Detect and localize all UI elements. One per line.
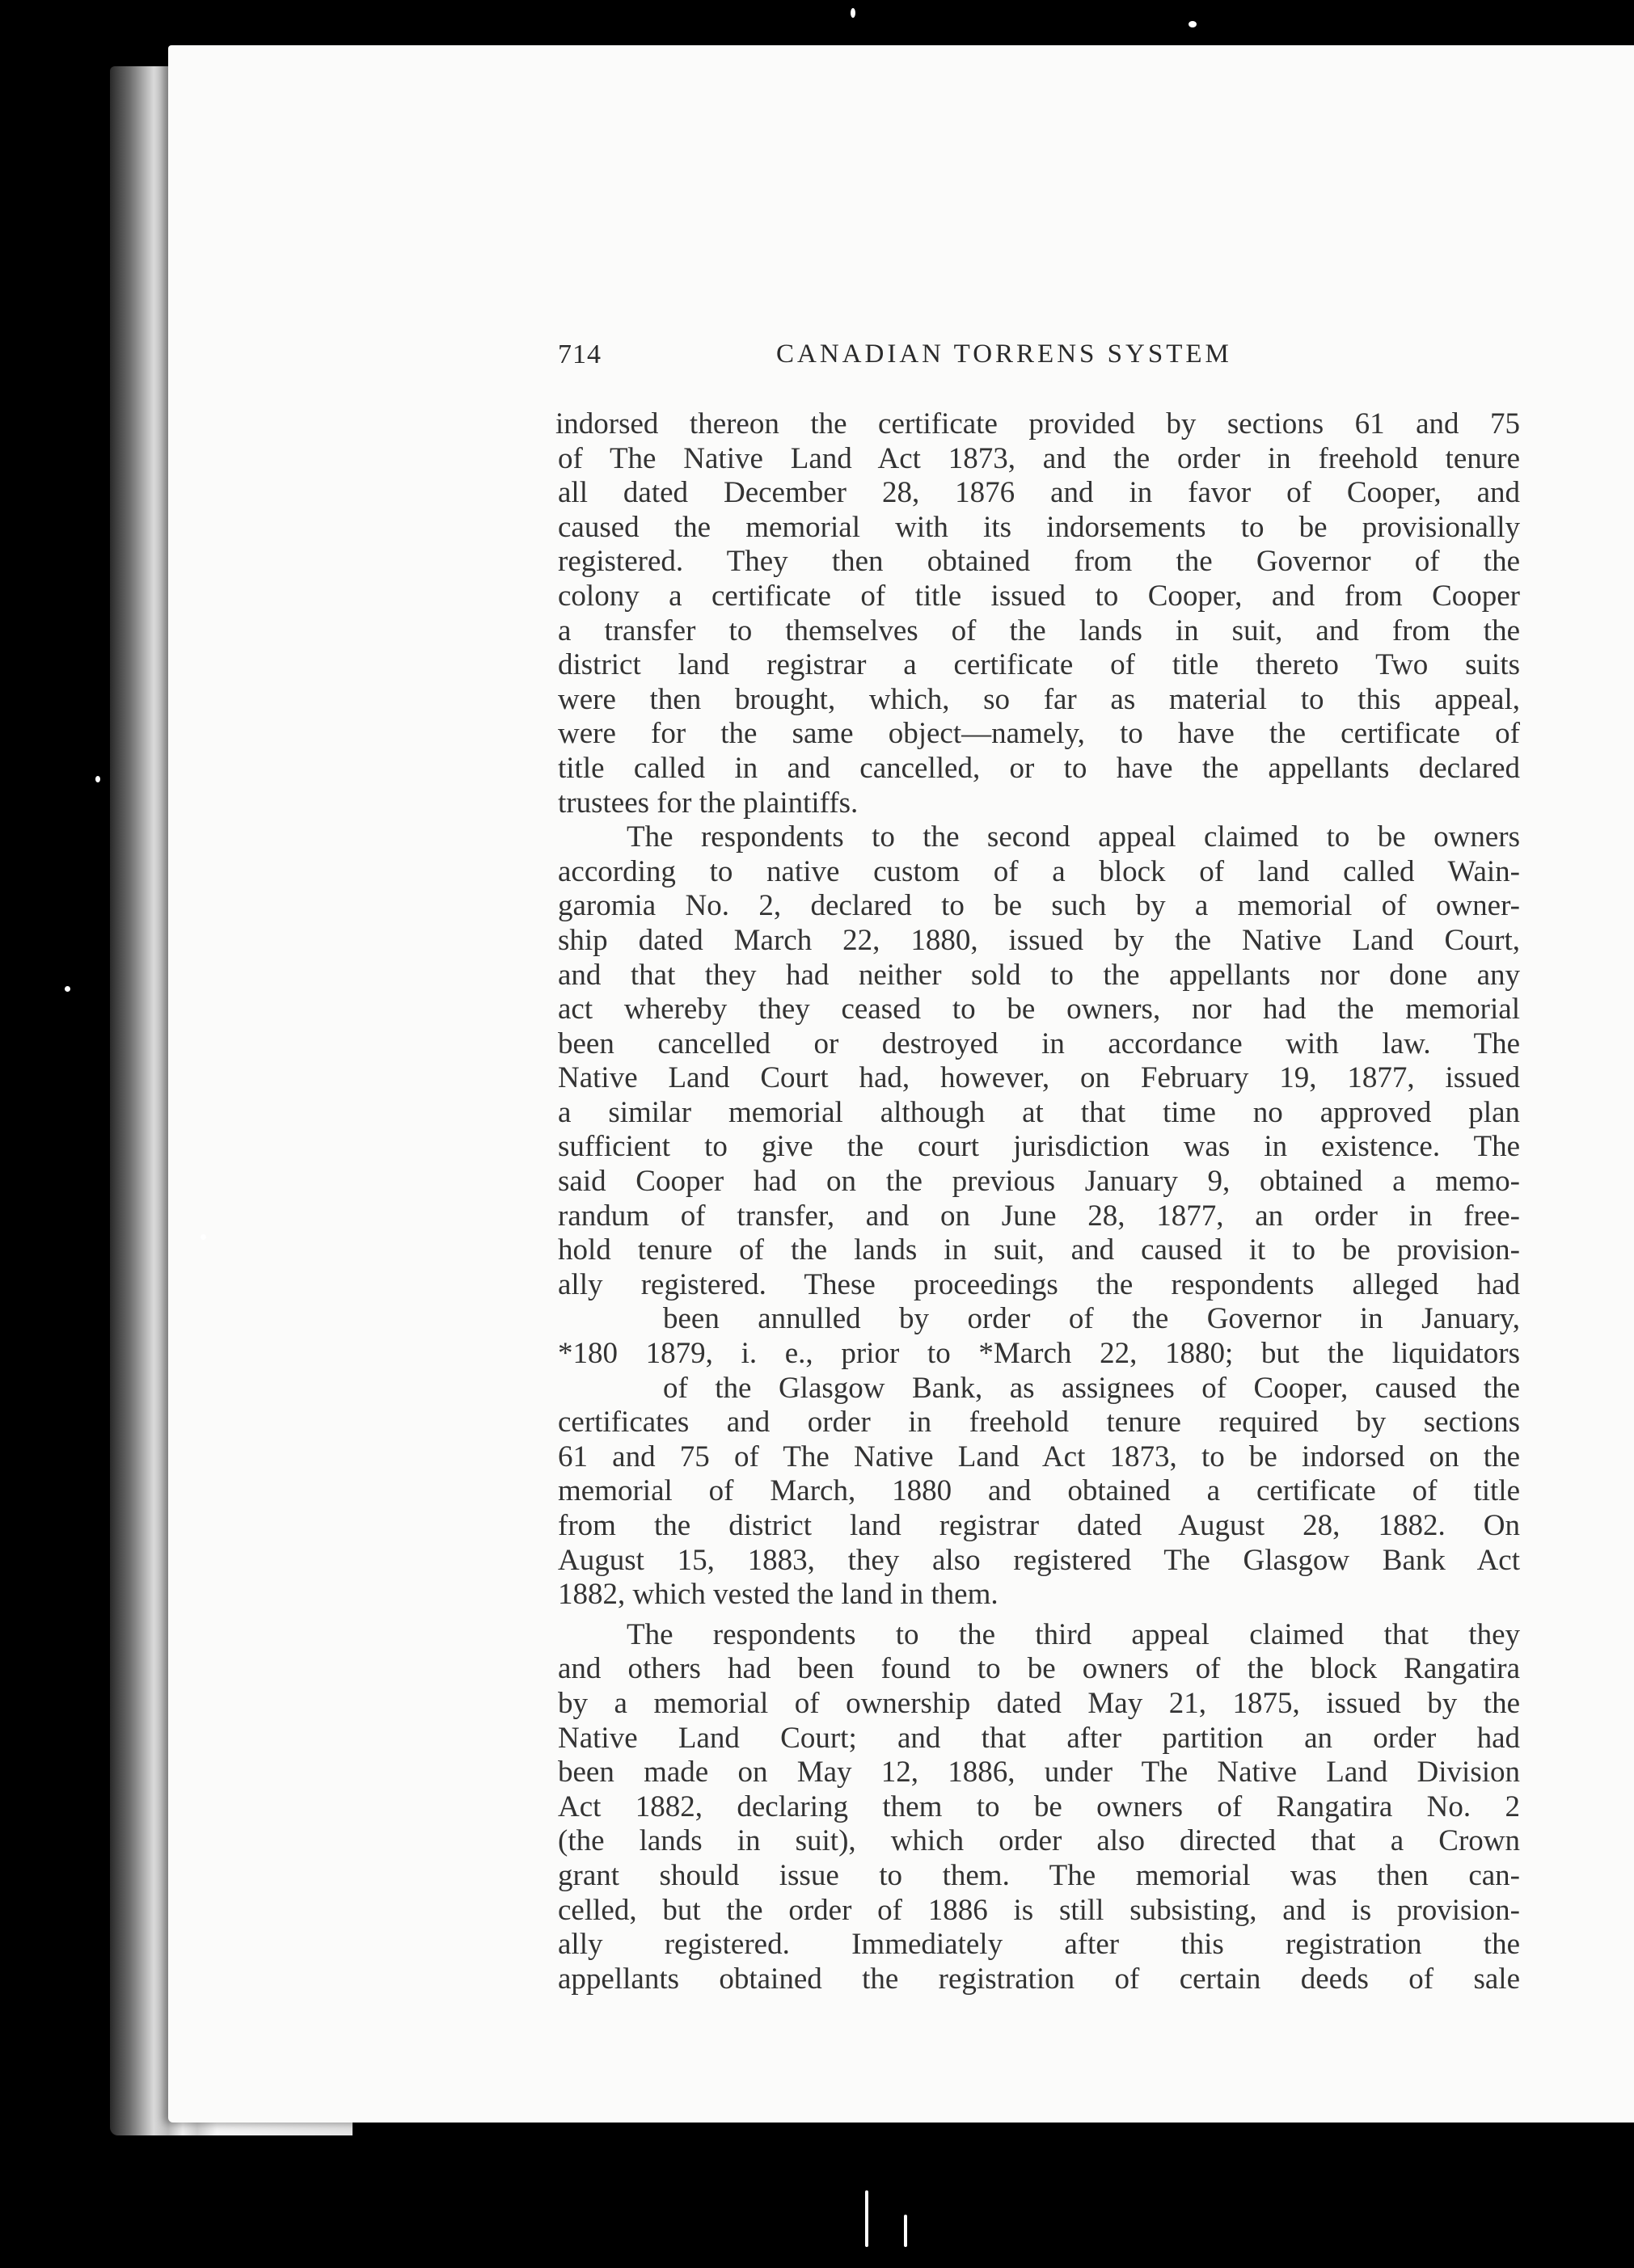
text-line: ally registered. These proceedings the respondents alleged had: [558, 1267, 1520, 1301]
running-header: [558, 339, 1520, 380]
text-line: *180 1879, i. e., prior to *March 22, 1880; but the liquidators: [558, 1337, 1520, 1371]
text-line: appellants obtained the registration of certain deeds of sale: [558, 1962, 1520, 1996]
text-line: were then brought, which, so far as material to this appeal,: [558, 682, 1520, 716]
text-line: certificates and order in freehold tenure required by sections: [558, 1406, 1520, 1440]
text-line: August 15, 1883, they also registered The Glasgow Bank Act: [558, 1543, 1520, 1577]
text-line: trustees for the plaintiffs.: [558, 786, 859, 820]
text-line: randum of transfer, and on June 28, 1877, an order in free-: [558, 1199, 1520, 1233]
text-line: according to native custom of a block of land called Wain-: [558, 854, 1520, 888]
text-line: and others had been found to be owners of the block Rangatira: [558, 1652, 1520, 1686]
text-line: district land registrar a certificate of title thereto Two suits: [558, 648, 1520, 682]
text-line: were for the same object—namely, to have the certificate of: [558, 717, 1520, 751]
text-line: a similar memorial although at that time no approved plan: [558, 1095, 1520, 1129]
text-line: ally registered. Immediately after this registration the: [558, 1928, 1520, 1962]
text-line: been made on May 12, 1886, under The Native Land Division: [558, 1756, 1520, 1790]
text-line: said Cooper had on the previous January 9, obtained a memo-: [558, 1165, 1520, 1199]
text-line: garomia No. 2, declared to be such by a memorial of owner-: [558, 889, 1520, 923]
text-line: 1882, which vested the land in them.: [558, 1578, 999, 1612]
running-title: CANADIAN TORRENS SYSTEM: [776, 339, 1232, 369]
text-line: indorsed thereon the certificate provided by sections 61 and 75: [555, 407, 1520, 441]
text-line: hold tenure of the lands in suit, and caused it to be provision-: [558, 1233, 1520, 1267]
text-line: Native Land Court; and that after partition an order had: [558, 1721, 1520, 1755]
body-text: [555, 407, 1520, 1996]
text-line: The respondents to the third appeal claimed that they: [627, 1617, 1520, 1651]
text-line: Native Land Court had, however, on February 19, 1877, issued: [558, 1061, 1520, 1095]
text-line: been annulled by order of the Governor in January,: [663, 1302, 1520, 1336]
text-line: by a memorial of ownership dated May 21, 1875, issued by the: [558, 1686, 1520, 1720]
paragraph-1: [555, 407, 1520, 820]
text-line: (the lands in suit), which order also directed that a Crown: [558, 1824, 1520, 1858]
text-line: celled, but the order of 1886 is still subsisting, and is provision-: [558, 1893, 1520, 1927]
text-line: ship dated March 22, 1880, issued by the Native Land Court,: [558, 923, 1520, 957]
text-line: and that they had neither sold to the appellants nor done any: [558, 958, 1520, 992]
text-line: Act 1882, declaring them to be owners of Rangatira No. 2: [558, 1790, 1520, 1823]
text-line: memorial of March, 1880 and obtained a certificate of title: [558, 1474, 1520, 1508]
text-line: 61 and 75 of The Native Land Act 1873, to be indorsed on the: [558, 1440, 1520, 1473]
text-line: a transfer to themselves of the lands in suit, and from the: [558, 613, 1520, 647]
text-line: grant should issue to them. The memorial was then can-: [558, 1858, 1520, 1892]
text-line: of the Glasgow Bank, as assignees of Cooper, caused the: [663, 1371, 1520, 1405]
text-line: all dated December 28, 1876 and in favor of Cooper, and: [558, 476, 1520, 510]
text-line: The respondents to the second appeal claimed to be owners: [627, 820, 1520, 854]
paragraph-2: [558, 820, 1520, 1612]
text-line: sufficient to give the court jurisdiction was in existence. The: [558, 1130, 1520, 1164]
text-line: act whereby they ceased to be owners, nor had the memorial: [558, 993, 1520, 1027]
paragraph-3: [558, 1618, 1520, 1997]
text-line: of The Native Land Act 1873, and the order in freehold tenure: [558, 441, 1520, 475]
page-number: 714: [558, 339, 602, 369]
text-line: from the district land registrar dated August 28, 1882. On: [558, 1509, 1520, 1542]
text-line: been cancelled or destroyed in accordance with law. The: [558, 1027, 1520, 1060]
text-line: caused the memorial with its indorsements to be provisionally: [558, 510, 1520, 544]
paragraph-gap: [558, 1612, 1520, 1618]
text-line: registered. They then obtained from the Governor of the: [558, 545, 1520, 579]
text-line: colony a certificate of title issued to Cooper, and from Cooper: [558, 579, 1520, 613]
text-line: title called in and cancelled, or to have the appellants declared: [558, 751, 1520, 785]
